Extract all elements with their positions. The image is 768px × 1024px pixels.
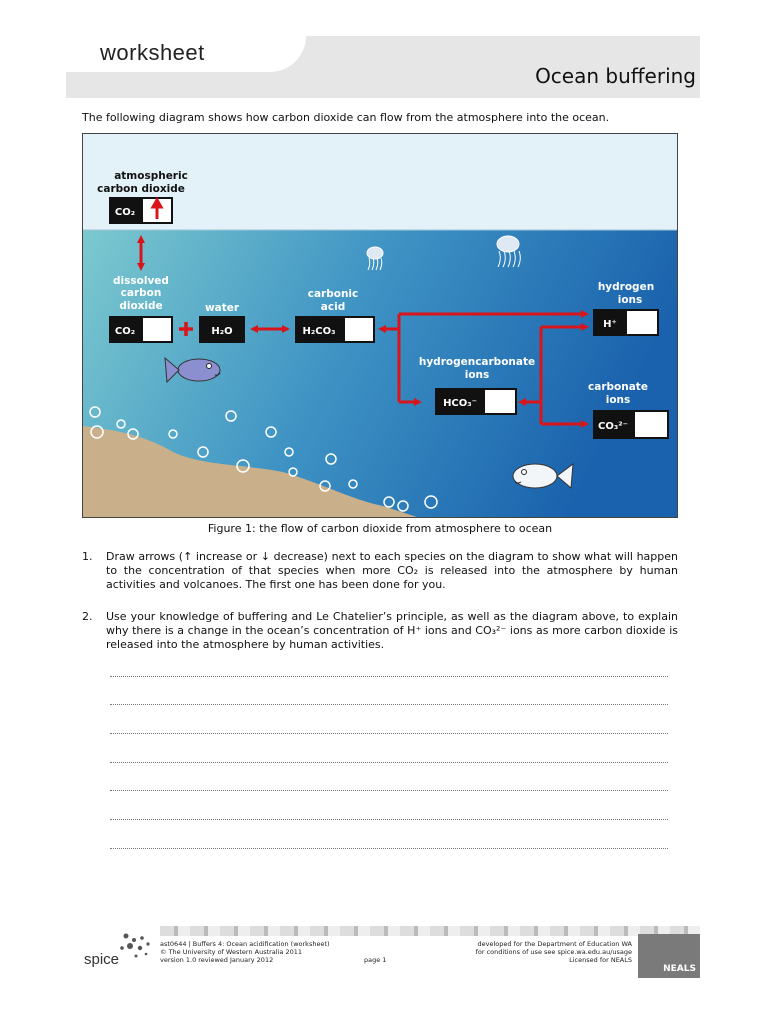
hco3-label: hydrogencarbonate: [418, 356, 536, 368]
answer-line[interactable]: [110, 762, 668, 763]
footer-line: version 1.0 reviewed January 2012: [160, 956, 274, 964]
h2o-label: H₂O: [211, 326, 233, 337]
hco3-label: ions: [464, 369, 490, 381]
footer-right: [452, 940, 632, 964]
hydrogen-label: hydrogen: [597, 281, 655, 293]
hydrogen-label: ions: [617, 294, 643, 306]
carbonate-label: ions: [605, 394, 631, 406]
hco3-formula: HCO₃⁻: [443, 398, 477, 409]
footer-bar: [160, 926, 700, 936]
neals-logo: [638, 934, 700, 978]
page-title: Ocean buffering: [535, 64, 696, 88]
answer-line[interactable]: [110, 848, 668, 849]
spice-brand: spice: [84, 951, 120, 968]
h2co3-label: H₂CO₃: [302, 326, 336, 337]
carbonic-label: carbonic: [307, 288, 359, 300]
spice-logo-icon: [82, 926, 162, 976]
ocean-diagram: [82, 133, 678, 518]
answer-line[interactable]: [110, 819, 668, 820]
figure-caption: Figure 1: the flow of carbon dioxide from atmosphere to ocean: [207, 522, 553, 535]
footer-line: © The University of Western Australia 2011: [160, 948, 302, 956]
question-text: Draw arrows (↑ increase or ↓ decrease) next to each species on the diagram to show what will happen to the concentration of that species when more CO₂ is released into the atmosphere by human activities and volcanoes. The first one has been done for you.: [106, 550, 678, 591]
water-label: water: [204, 302, 240, 314]
worksheet-label: worksheet: [100, 40, 205, 65]
answer-line[interactable]: [110, 733, 668, 734]
question-number: 2.: [82, 610, 93, 623]
footer-line: for conditions of use see spice.wa.edu.au/usage: [475, 948, 632, 956]
footer-line: ast0644 | Buffers 4: Ocean acidification (worksheet): [160, 940, 330, 948]
page-number: page 1: [364, 956, 387, 964]
dissolved-label: dissolved: [113, 275, 169, 287]
co2-atm-label: CO₂: [114, 207, 136, 218]
footer-line: Licensed for NEALS: [569, 956, 632, 964]
carbonate-label: carbonate: [588, 381, 648, 393]
footer-left: [160, 940, 330, 964]
answer-line[interactable]: [110, 676, 668, 677]
intro-text: The following diagram shows how carbon dioxide can flow from the atmosphere into the ocean.: [82, 111, 610, 124]
hplus-label: H⁺: [603, 319, 617, 330]
neals-text: NEALS: [663, 964, 696, 974]
co3-formula: CO₃²⁻: [598, 421, 628, 432]
carbonic-label: acid: [320, 301, 346, 313]
question-text: Use your knowledge of buffering and Le Chatelier’s principle, as well as the diagram above, to explain why there is a change in the ocean’s concentration of H⁺ ions and CO₃²⁻ ions as more carbon dioxide is released into the atmosphere by human activities.: [106, 610, 678, 651]
footer: [82, 926, 700, 976]
co2-dis-label: CO₂: [114, 326, 136, 337]
dissolved-label: dioxide: [119, 300, 163, 312]
atm-label: atmospheric: [114, 170, 188, 182]
footer-line: developed for the Department of Education WA: [477, 940, 632, 948]
answer-line[interactable]: [110, 790, 668, 791]
question-number: 1.: [82, 550, 93, 563]
atm-label: carbon dioxide: [97, 183, 185, 195]
answer-line[interactable]: [110, 704, 668, 705]
dissolved-label: carbon: [120, 287, 162, 299]
